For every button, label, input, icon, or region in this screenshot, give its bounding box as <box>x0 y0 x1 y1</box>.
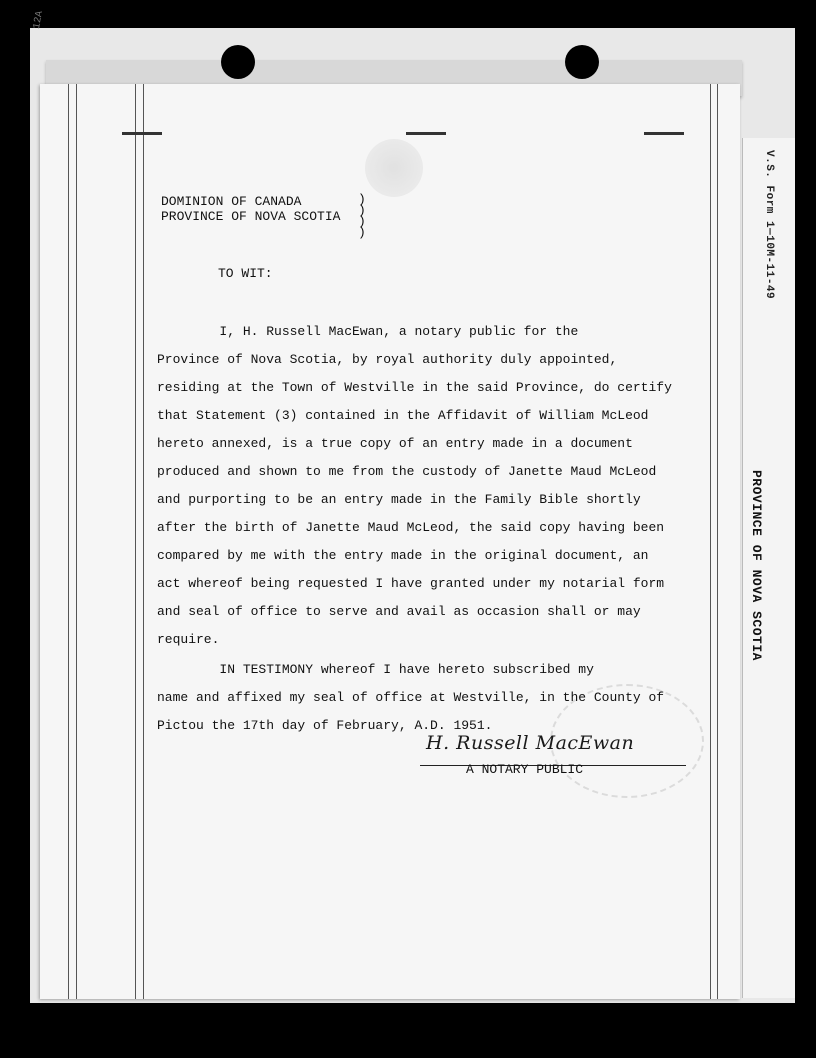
embossed-crest <box>365 139 423 197</box>
body-line: require. <box>157 632 220 647</box>
body-line: Province of Nova Scotia, by royal authority duly appointed, <box>157 352 618 367</box>
certificate-page <box>40 84 740 999</box>
fold-tick <box>406 132 446 135</box>
margin-rule <box>710 84 711 999</box>
province-tab-label: PROVINCE OF NOVA SCOTIA <box>749 470 764 661</box>
margin-rule <box>143 84 144 999</box>
body-line: compared by me with the entry made in the original document, an <box>157 548 649 563</box>
body-line: and purporting to be an entry made in the Family Bible shortly <box>157 492 641 507</box>
punch-hole-left <box>221 45 255 79</box>
body-line: after the birth of Janette Maud McLeod, the said copy having been <box>157 520 665 535</box>
margin-rule <box>68 84 69 999</box>
margin-rule <box>717 84 718 999</box>
fold-tick <box>644 132 684 135</box>
testimony-line: Pictou the 17th day of February, A.D. 1951. <box>157 718 493 733</box>
jurisdiction-line-1: DOMINION OF CANADA <box>161 194 302 209</box>
body-line: that Statement (3) contained in the Affidavit of William McLeod <box>157 408 649 423</box>
form-number-label: V.S. Form 1—10M-11-49 <box>763 150 775 300</box>
margin-rule <box>135 84 136 999</box>
testimony-line: name and affixed my seal of office at Westville, in the County of <box>157 690 665 705</box>
body-line: act whereof being requested I have granted under my notarial form <box>157 576 665 591</box>
body-line: residing at the Town of Westville in the said Province, do certify <box>157 380 672 395</box>
archive-mark: 12A <box>32 10 46 30</box>
body-line: I, H. Russell MacEwan, a notary public for the <box>157 324 579 339</box>
body-line: hereto annexed, is a true copy of an entry made in a document <box>157 436 633 451</box>
jurisdiction-line-2: PROVINCE OF NOVA SCOTIA <box>161 209 341 224</box>
to-wit-label: TO WIT: <box>218 266 273 281</box>
punch-hole-right <box>565 45 599 79</box>
margin-rule <box>76 84 77 999</box>
body-line: produced and shown to me from the custody of Janette Maud McLeod <box>157 464 657 479</box>
fold-tick <box>122 132 162 135</box>
signatory-title: A NOTARY PUBLIC <box>466 762 584 777</box>
testimony-line: IN TESTIMONY whereof I have hereto subscribed my <box>157 662 594 677</box>
bracket: ) ) ) ) <box>358 192 366 240</box>
body-line: and seal of office to serve and avail as occasion shall or may <box>157 604 641 619</box>
notary-signature: H. Russell MacEwan <box>426 732 635 754</box>
